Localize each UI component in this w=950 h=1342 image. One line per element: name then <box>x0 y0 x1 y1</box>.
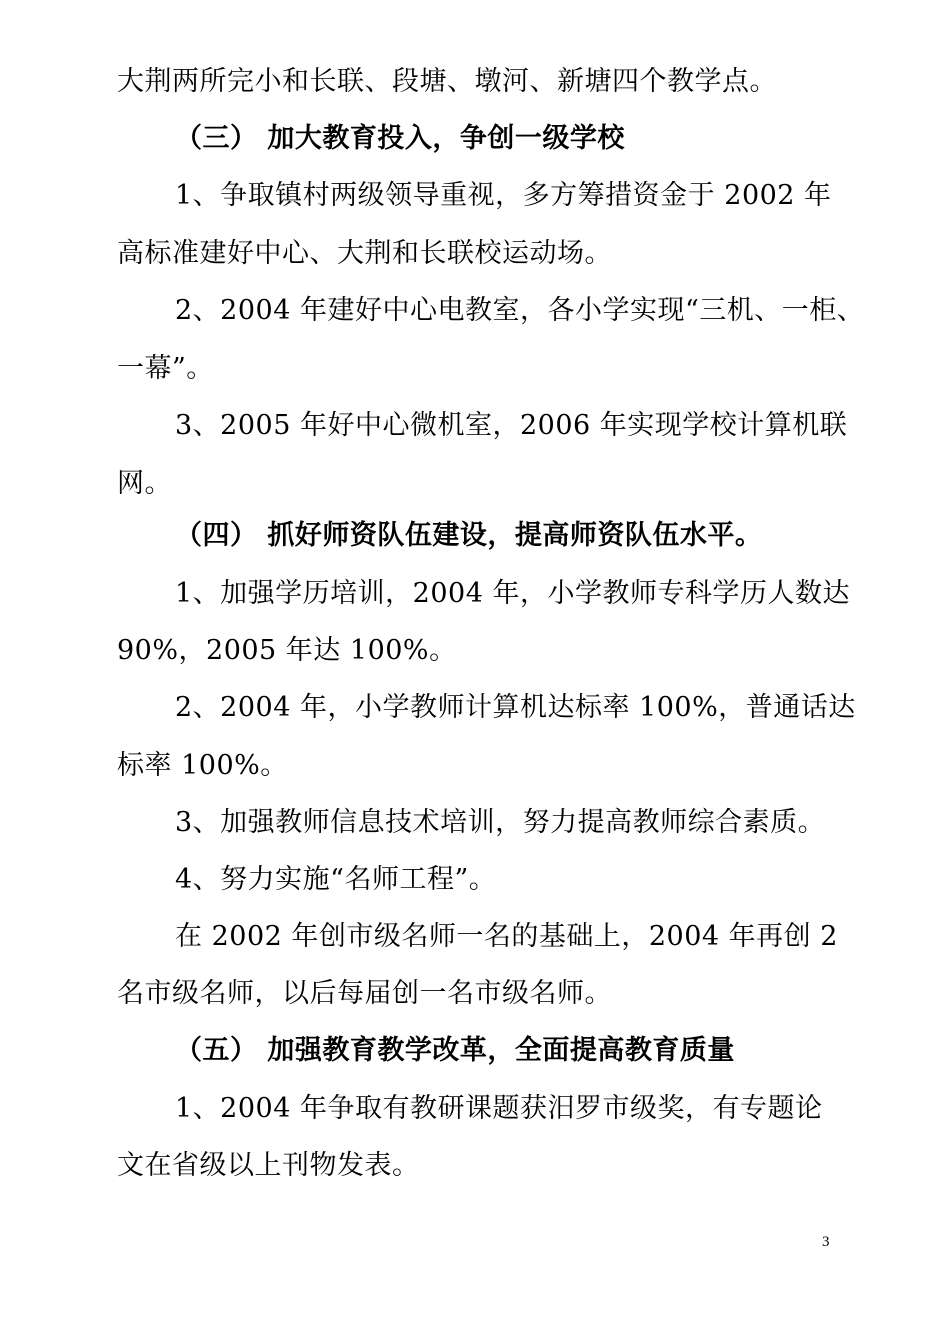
body-line: 文在省级以上刊物发表。 <box>117 1150 420 1181</box>
list-item-line: 1、2004 年争取有教研课题获汨罗市级奖，有专题论 <box>175 1093 823 1124</box>
body-line: 名市级名师，以后每届创一名市级名师。 <box>117 978 612 1009</box>
body-line: 90%，2005 年达 100%。 <box>117 635 457 666</box>
section-heading-4: （四） 抓好师资队伍建设，提高师资队伍水平。 <box>175 520 763 551</box>
body-line: 大荆两所完小和长联、段塘、墩河、新塘四个教学点。 <box>117 66 777 97</box>
list-item-line: 2、2004 年，小学教师计算机达标率 100%，普通话达 <box>175 692 856 723</box>
list-item-line: 2、2004 年建好中心电教室，各小学实现“三机、一柜、 <box>175 295 865 326</box>
section-heading-3: （三） 加大教育投入，争创一级学校 <box>175 123 625 154</box>
body-line: 在 2002 年创市级名师一名的基础上，2004 年再创 2 <box>175 921 838 952</box>
body-line: 一幕”。 <box>117 353 214 384</box>
page-number: 3 <box>822 1234 830 1250</box>
list-item-line: 4、努力实施“名师工程”。 <box>175 864 497 895</box>
body-line: 高标准建好中心、大荆和长联校运动场。 <box>117 238 612 269</box>
list-item-line: 3、2005 年好中心微机室，2006 年实现学校计算机联 <box>175 410 848 441</box>
list-item-line: 3、加强教师信息技术培训，努力提高教师综合素质。 <box>175 807 826 838</box>
body-line: 网。 <box>117 468 172 499</box>
body-line: 标率 100%。 <box>117 750 288 781</box>
list-item-line: 1、加强学历培训，2004 年，小学教师专科学历人数达 <box>175 578 850 609</box>
section-heading-5: （五） 加强教育教学改革，全面提高教育质量 <box>175 1035 735 1066</box>
list-item-line: 1、争取镇村两级领导重视，多方筹措资金于 2002 年 <box>175 180 832 211</box>
